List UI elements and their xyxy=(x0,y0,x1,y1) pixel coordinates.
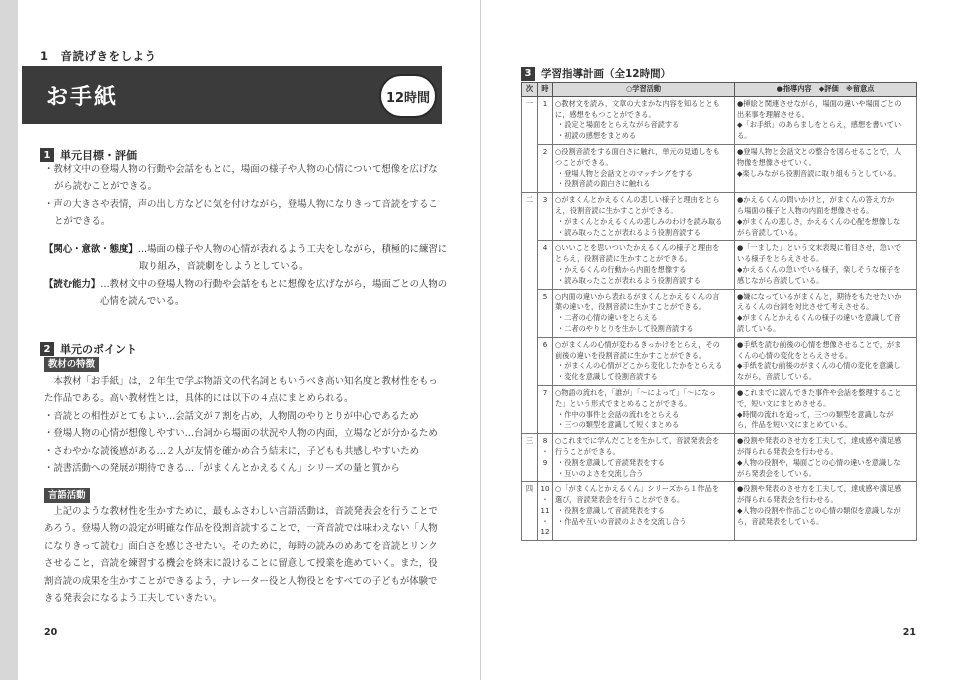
plan-heading xyxy=(521,66,671,81)
guide-line: が得られる発表会を行わせる。 xyxy=(737,495,838,505)
guide-line: ●役割や発表のさせ方を工夫して，達成感や満足感 xyxy=(737,484,902,494)
guide-line: ◆かえるくんの急いでいる様子，楽しそうな様子を xyxy=(737,264,901,274)
text-line: あろう。登場人物の設定が明確な作品を役割音読することで，一斉音読では味わえない「人物 xyxy=(44,523,438,535)
header-activity: ○学習活動 xyxy=(553,83,735,97)
text-line: 本教材「お手紙」は，２年生で学ぶ物語文の代名詞ともいうべき高い知名度と教材性をもっ xyxy=(44,376,438,387)
time-cell: 2 xyxy=(538,144,553,192)
subhead-language-activity: 言語活動 xyxy=(44,488,90,503)
text-line: ・音読との相性がとてもよい…会話文が７割を占め，人物間のやりとりが中心であるため xyxy=(44,410,419,422)
goal-line: ・教材文中の登場人物の行動や会話をもとに，場面の様子や人物の心情について想像を広げな xyxy=(44,164,438,175)
guide-cell xyxy=(735,337,917,385)
activity-cell xyxy=(553,144,735,192)
guide-line: ながら，音読している。 xyxy=(737,372,817,382)
lesson-plan-table xyxy=(521,82,917,541)
activity-cell xyxy=(553,96,735,144)
section2-number: 2 xyxy=(40,342,54,356)
table-row xyxy=(522,241,917,289)
guide-line: ◆がまくんとかえるくんの様子の違いを意識して音 xyxy=(737,313,901,323)
guide-line: ●これまでに読んできた事件や会話を整理すること xyxy=(737,387,902,397)
activity-line: ・役割を意識して音読発表をする xyxy=(557,457,665,467)
section1-goals xyxy=(44,161,438,231)
goal-line: がら読むことができる。 xyxy=(54,181,158,193)
activity-line: ○がまくんの心情が変わるきっかけをとらえ，その xyxy=(555,339,720,349)
page-title: お手紙 xyxy=(46,85,119,110)
activity-line: 葉の違いを，役割音読に生かすことができる。 xyxy=(555,302,706,312)
activity-line: ・変化を意識して役割音読する xyxy=(557,372,658,382)
activity-line: ・がまくんとかえるくんの悲しみのわけを読み取る xyxy=(557,216,723,226)
page-number-left: 20 xyxy=(44,627,58,638)
guide-line: ●「一ました」という文末表現に着目させ，急いで xyxy=(737,243,902,253)
activity-line: とらえ，役割音読に生かすことができる。 xyxy=(555,254,692,264)
eval-text: …場面の様子や人物の心情が表れるよう工夫をしながら，積極的に練習に xyxy=(137,244,448,255)
plan-number: 3 xyxy=(521,67,535,81)
activity-line: 行うことができる。 xyxy=(555,446,620,456)
hours-badge: 12時間 xyxy=(379,74,437,118)
guide-cell xyxy=(735,434,917,482)
guide-line: 感じながら音読している。 xyxy=(737,275,824,285)
activity-cell xyxy=(553,193,735,241)
activity-cell xyxy=(553,337,735,385)
table-row xyxy=(522,482,917,541)
header-time: 時 xyxy=(538,83,553,97)
text-line: ・さわやかな読後感がある…２人が友情を確かめ合う結末に，子どもも共感しやすいため xyxy=(44,445,420,457)
guide-line: 出来事を理解させる。 xyxy=(737,109,809,119)
activity-line: ・作品や互いの音読のよさを交流し合う xyxy=(557,516,687,526)
activity-line: ・初読の感想をまとめる xyxy=(557,131,637,141)
guide-line: る。 xyxy=(737,131,752,141)
activity-line: に，感想をもつことができる。 xyxy=(555,109,656,119)
activity-cell xyxy=(553,385,735,433)
time-cell: 10 ・ 11 ・ 12 xyxy=(538,482,553,541)
activity-line: ○「がまくんとかえるくん」シリーズから１作品を xyxy=(555,484,720,494)
unit-label: 1 音読げきをしよう xyxy=(40,49,157,63)
section2-title: 単元のポイント xyxy=(60,343,137,356)
eval-tag: 【関心・意欲・態度】 xyxy=(44,244,138,255)
table-row xyxy=(522,289,917,337)
activity-line: ・設定と場面をとらえながら音読する xyxy=(557,120,680,130)
time-cell: 5 xyxy=(538,289,553,337)
guide-cell xyxy=(735,193,917,241)
guide-line: ●挿絵と関連させながら，場面の違いや場面ごとの xyxy=(737,98,902,108)
activity-line: ○いいことを思いついたかえるくんの様子と理由を xyxy=(555,243,720,253)
activity-cell xyxy=(553,434,735,482)
activity-line: た」という形式でまとめることができる。 xyxy=(555,398,692,408)
guide-line: がら音読している。 xyxy=(737,227,802,237)
eval-interest-cont: 取り組み，音読劇をしようとしている。 xyxy=(139,261,309,272)
table-row xyxy=(522,385,917,433)
table-body xyxy=(522,96,917,540)
text-line: ・登場人物の心情が想像しやすい…台詞から場面の状況や人物の内面，立場などが分かるため xyxy=(44,428,438,440)
activity-line: ○物語の流れを，「誰が」「～によって」「～になっ xyxy=(555,387,716,397)
section1-number: 1 xyxy=(40,148,54,162)
eval-text: …教材文中の登場人物の行動や会話をもとに想像を広げながら，場面ごとの人物の xyxy=(100,279,448,290)
text-line: 割音読の成果を生かすことができるよう，ナレーター役と人物役とをすべての子どもが体験で xyxy=(44,575,438,587)
activity-line: ・役割を意識して音読発表をする xyxy=(557,505,665,515)
guide-line: ◆人物の役割や，場面ごとの心情の違いを意識しな xyxy=(737,457,901,467)
left-edge-strip xyxy=(0,0,18,680)
header-guide: ●指導内容 ◆評価 ※留意点 xyxy=(735,83,917,97)
guide-line: ●嫌になっているがまくんと，期待をもたせたいか xyxy=(737,291,902,301)
guide-line: ◆がまくんの悲しさ，かえるくんの心配を想像しな xyxy=(737,216,901,226)
time-cell: 7 xyxy=(538,385,553,433)
activity-line: ・読み取ったことが表れるよう役割音読する xyxy=(557,275,701,285)
section2-heading xyxy=(40,341,137,357)
section1-title: 単元目標・評価 xyxy=(60,149,137,162)
table-row xyxy=(522,96,917,144)
guide-line: ◆楽しみながら役割音読に取り組もうとしている。 xyxy=(737,168,901,178)
header-phase: 次 xyxy=(522,83,538,97)
activity-line: ・二者のやりとりを生かして役割音読する xyxy=(557,323,694,333)
text-line: させること，音読を練習する機会を終末に設けることに留意して授業を進めていく。また，役 xyxy=(44,558,438,570)
guide-line: くんの心情の変化をとらえさせる。 xyxy=(737,350,853,360)
activity-line: ・登場人物と会話文とのマッチングをする xyxy=(557,168,693,178)
activity-line: ・作中の事件と会話の流れをとらえる xyxy=(557,409,680,419)
text-line: た作品である。高い教材性とは，具体的には以下の４点にまとめられる。 xyxy=(44,393,354,405)
activity-cell xyxy=(553,241,735,289)
guide-cell xyxy=(735,385,917,433)
table-row xyxy=(522,144,917,192)
phase-cell: 一 xyxy=(522,96,538,192)
goal-line: ・声の大きさや表情，声の出し方などに気を付けながら，登場人物になりきって音読をするこ xyxy=(44,198,438,210)
guide-line: が得られる発表会を行わせる。 xyxy=(737,446,838,456)
activity-line: ○役割音読をする面白さに触れ，単元の見通しをも xyxy=(555,146,720,156)
guide-line: ◆人物の役割や作品ごとの心情の類似を意識しなが xyxy=(737,505,901,515)
guide-line: がら発表会をしている。 xyxy=(737,468,817,478)
activity-line: 選び，音読発表会を行うことができる。 xyxy=(555,495,685,505)
activity-line: ・役割音読の面白さに触れる xyxy=(557,179,651,189)
table-row xyxy=(522,193,917,241)
time-cell: 3 xyxy=(538,193,553,241)
guide-line: ◆時間の流れを追って，三つの類型を意識しなが xyxy=(737,409,894,419)
page-number-right: 21 xyxy=(902,627,916,638)
guide-cell xyxy=(735,482,917,541)
time-cell: 6 xyxy=(538,337,553,385)
eval-interest xyxy=(44,241,447,258)
text-line: 上記のような教材性を生かすために，最もふさわしい言語活動は，音読発表会を行うことで xyxy=(44,506,438,517)
guide-line: えるくんの台詞を対比させて考えさせる。 xyxy=(737,302,874,312)
eval-reading xyxy=(44,276,447,293)
guide-line: で，短い文にまとめさせる。 xyxy=(737,398,831,408)
guide-line: 物像を想像させていく。 xyxy=(737,157,816,167)
goal-line: とができる。 xyxy=(54,216,111,228)
guide-line: ●役割や発表のさせ方を工夫して，達成感や満足感 xyxy=(737,436,902,446)
guide-line: ●登場人物と会話文との整合を図らせることで，人 xyxy=(737,146,902,156)
phase-cell: 二 xyxy=(522,193,538,434)
activity-line: つことができる。 xyxy=(555,157,613,167)
activity-line: ・がまくんの心情がどこから変化したかをとらえる xyxy=(557,361,723,371)
phase-cell: 四 xyxy=(522,482,538,541)
guide-line: ら場面の様子と人物の内面を想像させる。 xyxy=(737,205,874,215)
plan-title: 学習指導計画（全12時間） xyxy=(541,68,672,80)
activity-line: ○教材文を読み，文章の大まかな内容を知るととも xyxy=(555,98,720,108)
text-line: きる発表会になるよう工夫していきたい。 xyxy=(44,593,223,605)
guide-line: ●手紙を読む前後の心情を想像させることで，がま xyxy=(737,339,902,349)
activity-line: 前後の違いを役割音読に生かすことができる。 xyxy=(555,350,706,360)
subhead-material: 教材の特徴 xyxy=(44,357,99,372)
activity-line: ○内面の違いから表れるがまくんとかえるくんの言 xyxy=(555,291,720,301)
table-row xyxy=(522,337,917,385)
table-row xyxy=(522,434,917,482)
activity-line: ○がまくんとかえるくんの悲しい様子と理由をとら xyxy=(555,195,720,205)
guide-cell xyxy=(735,289,917,337)
material-features xyxy=(44,373,438,477)
guide-line: ●かえるくんの問いかけと，がまくんの答え方か xyxy=(737,195,895,205)
guide-line: ら，作品を短い文にまとめている。 xyxy=(737,420,853,430)
time-cell: 4 xyxy=(538,241,553,289)
table-header-row xyxy=(522,83,917,97)
guide-line: いる様子をとらえさせる。 xyxy=(737,254,824,264)
text-line: ・読書活動への発展が期待できる…「がまくんとかえるくん」シリーズの量と質から xyxy=(44,463,400,475)
activity-line: ・三つの類型を意識して短くまとめる xyxy=(557,420,680,430)
time-cell: 1 xyxy=(538,96,553,144)
time-cell: 8 ・ 9 xyxy=(538,434,553,482)
guide-cell xyxy=(735,241,917,289)
eval-tag: 【読む能力】 xyxy=(44,279,101,290)
guide-line: 読している。 xyxy=(737,323,781,333)
activity-line: ○これまでに学んだことを生かして，音読発表会を xyxy=(555,436,720,446)
activity-cell xyxy=(553,482,735,541)
activity-line: ・読み取ったことが表れるよう役割音読する xyxy=(557,227,701,237)
language-activity-text xyxy=(44,503,438,607)
eval-reading-cont: 心情を読んでいる。 xyxy=(100,296,185,307)
activity-line: ・二者の心情の違いをとらえる xyxy=(557,313,658,323)
activity-line: ・かえるくんの行動から内面を想像する xyxy=(557,264,687,274)
guide-cell xyxy=(735,96,917,144)
guide-line: ◆「お手紙」のあらましをとらえ，感想を書いてい xyxy=(737,120,902,130)
activity-cell xyxy=(553,289,735,337)
text-line: になりきって読む」面白さを感じさせたい。そのために，毎時の読みのめあてを音読とリンク xyxy=(44,540,438,552)
activity-line: ・互いのよさを交流し合う xyxy=(557,468,644,478)
guide-line: ら，音読発表をしている。 xyxy=(737,516,824,526)
guide-line: ◆手紙を読む前後のがまくんの心情の変化を意識し xyxy=(737,361,901,371)
activity-line: え，役割音読に生かすことができる。 xyxy=(555,205,678,215)
guide-cell xyxy=(735,144,917,192)
phase-cell: 三 xyxy=(522,434,538,482)
